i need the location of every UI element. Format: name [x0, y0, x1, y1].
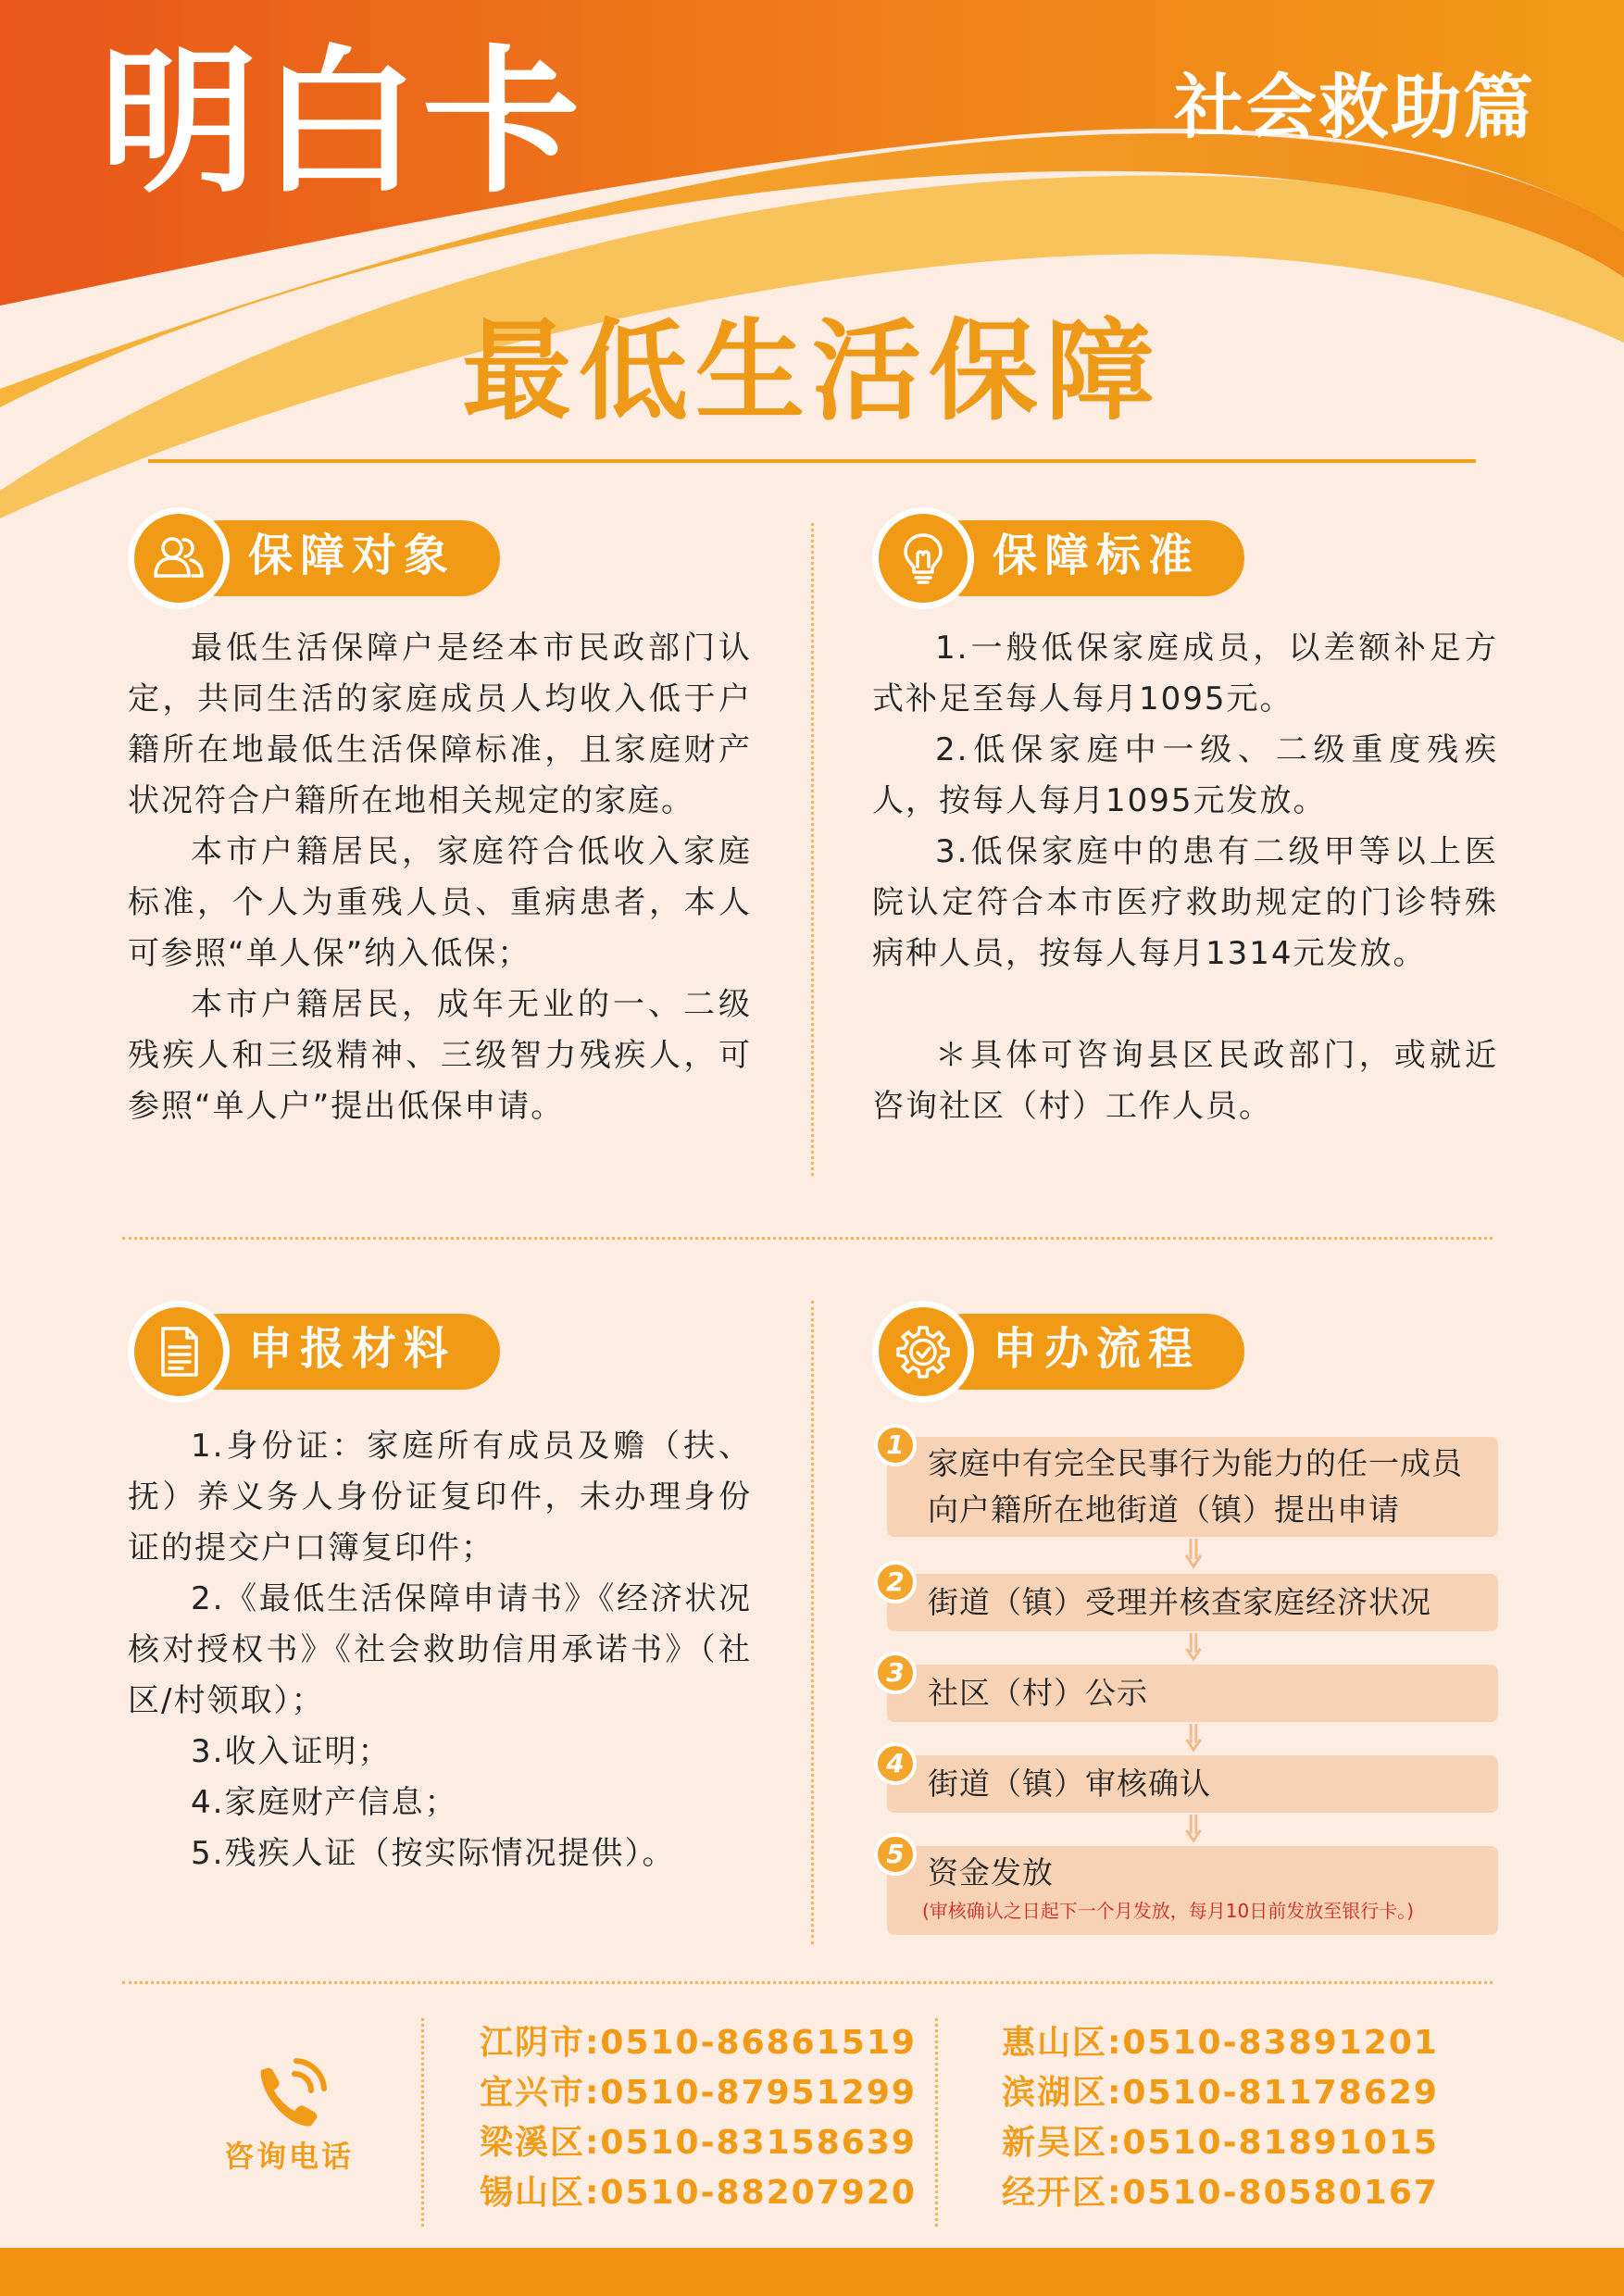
- brand-title: 明白卡: [100, 31, 584, 215]
- section-title: 保障标准: [993, 530, 1201, 581]
- step-text: [928, 1441, 1463, 1533]
- arrow-down-icon: [1183, 1633, 1204, 1663]
- hotline-item: 江阴市:0510-86861519: [480, 2024, 917, 2062]
- note-paragraph: ＊具体可咨询县区民政部门，或就近咨询社区（村）工作人员。: [872, 1037, 1498, 1125]
- hotline-item: 宜兴市:0510-87951299: [480, 2074, 917, 2112]
- hotline-item: 经开区:0510-80580167: [1002, 2174, 1439, 2212]
- step-text-line: 家庭中有完全民事行为能力的任一成员: [928, 1445, 1463, 1481]
- step-text-line: 向户籍所在地街道（镇）提出申请: [928, 1491, 1400, 1528]
- document-icon: [128, 1301, 230, 1403]
- arrow-down-icon: [1183, 1815, 1204, 1844]
- hotline-item: 新吴区:0510-81891015: [1002, 2124, 1439, 2162]
- eligibility-text: [128, 623, 752, 1132]
- hotline-item: 梁溪区:0510-83158639: [480, 2124, 917, 2162]
- title-divider: [148, 459, 1476, 463]
- step-text: 社区（村）公示: [928, 1675, 1148, 1711]
- section-header-eligibility: [128, 507, 507, 609]
- hotline-list-right: [1002, 2018, 1439, 2218]
- paragraph: 1.一般低保家庭成员，以差额补足方式补足至每人每月1095元。: [872, 630, 1498, 718]
- lightbulb-icon: [872, 507, 974, 609]
- section-header-standard: [872, 507, 1252, 609]
- list-item: 1.身份证：家庭所有成员及赡（扶、抚）养义务人身份证复印件，未办理身份证的提交户口簿复印件；: [128, 1428, 752, 1566]
- page-title: 最低生活保障: [461, 307, 1162, 435]
- hotline-item: 惠山区:0510-83891201: [1002, 2024, 1439, 2062]
- series-title: 社会救助篇: [1174, 66, 1535, 148]
- section-title: 申办流程: [993, 1323, 1201, 1375]
- section-header-process: [872, 1301, 1252, 1403]
- section-title: 申报材料: [248, 1323, 456, 1375]
- step-number: 5: [874, 1833, 917, 1876]
- standard-text: [872, 623, 1498, 1132]
- section-divider-bottom: [122, 1981, 1493, 1984]
- step-text: 资金发放: [928, 1854, 1054, 1890]
- section-divider-middle: [122, 1237, 1493, 1240]
- hotline-item: 滨湖区:0510-81178629: [1002, 2074, 1439, 2112]
- step-note: (审核确认之日起下一个月发放，每月10日前发放至银行卡。): [922, 1900, 1415, 1922]
- contact-label: 咨询电话: [223, 2139, 354, 2174]
- column-divider-bottom: [811, 1301, 814, 1944]
- paragraph: 最低生活保障户是经本市民政部门认定，共同生活的家庭成员人均收入低于户籍所在地最低生活保障标准，且家庭财产状况符合户籍所在地相关规定的家庭。: [128, 630, 752, 819]
- hotline-list-left: [480, 2018, 917, 2218]
- step-number: 1: [874, 1424, 917, 1466]
- list-item: 5.残疾人证（按实际情况提供）。: [191, 1835, 676, 1872]
- contact-divider-left: [421, 2018, 424, 2227]
- paragraph: 3.低保家庭中的患有二级甲等以上医院认定符合本市医疗救助规定的门诊特殊病种人员，按每人每月1314元发放。: [872, 833, 1498, 972]
- hotline-item: 锡山区:0510-88207920: [480, 2174, 917, 2212]
- gear-check-icon: [872, 1301, 974, 1403]
- column-divider-top: [811, 523, 814, 1176]
- list-item: 3.收入证明；: [191, 1733, 392, 1770]
- phone-icon: [248, 2053, 331, 2137]
- users-icon: [128, 507, 230, 609]
- step-text: 街道（镇）受理并核查家庭经济状况: [928, 1584, 1431, 1620]
- paragraph: 本市户籍居民，家庭符合低收入家庭标准，个人为重残人员、重病患者，本人可参照“单人保”纳入低保；: [128, 833, 752, 972]
- section-title: 保障对象: [248, 530, 456, 581]
- paragraph: 2.低保家庭中一级、二级重度残疾人，按每人每月1095元发放。: [872, 731, 1498, 819]
- list-item: 2.《最低生活保障申请书》《经济状况核对授权书》《社会救助信用承诺书》（社区/村领取）；: [128, 1580, 752, 1719]
- step-text: 街道（镇）审核确认: [928, 1766, 1211, 1802]
- list-item: 4.家庭财产信息；: [191, 1784, 458, 1821]
- contact-divider-right: [935, 2018, 938, 2227]
- step-number: 4: [874, 1742, 917, 1785]
- section-header-materials: [128, 1301, 507, 1403]
- step-number: 3: [874, 1652, 917, 1694]
- step-number: 2: [874, 1561, 917, 1603]
- arrow-down-icon: [1183, 1539, 1204, 1570]
- paragraph: 本市户籍居民，成年无业的一、二级残疾人和三级精神、三级智力残疾人，可参照“单人户”提出低保申请。: [128, 986, 752, 1125]
- arrow-down-icon: [1183, 1724, 1204, 1753]
- materials-list: [128, 1421, 752, 1879]
- footer-bar: [0, 2248, 1624, 2296]
